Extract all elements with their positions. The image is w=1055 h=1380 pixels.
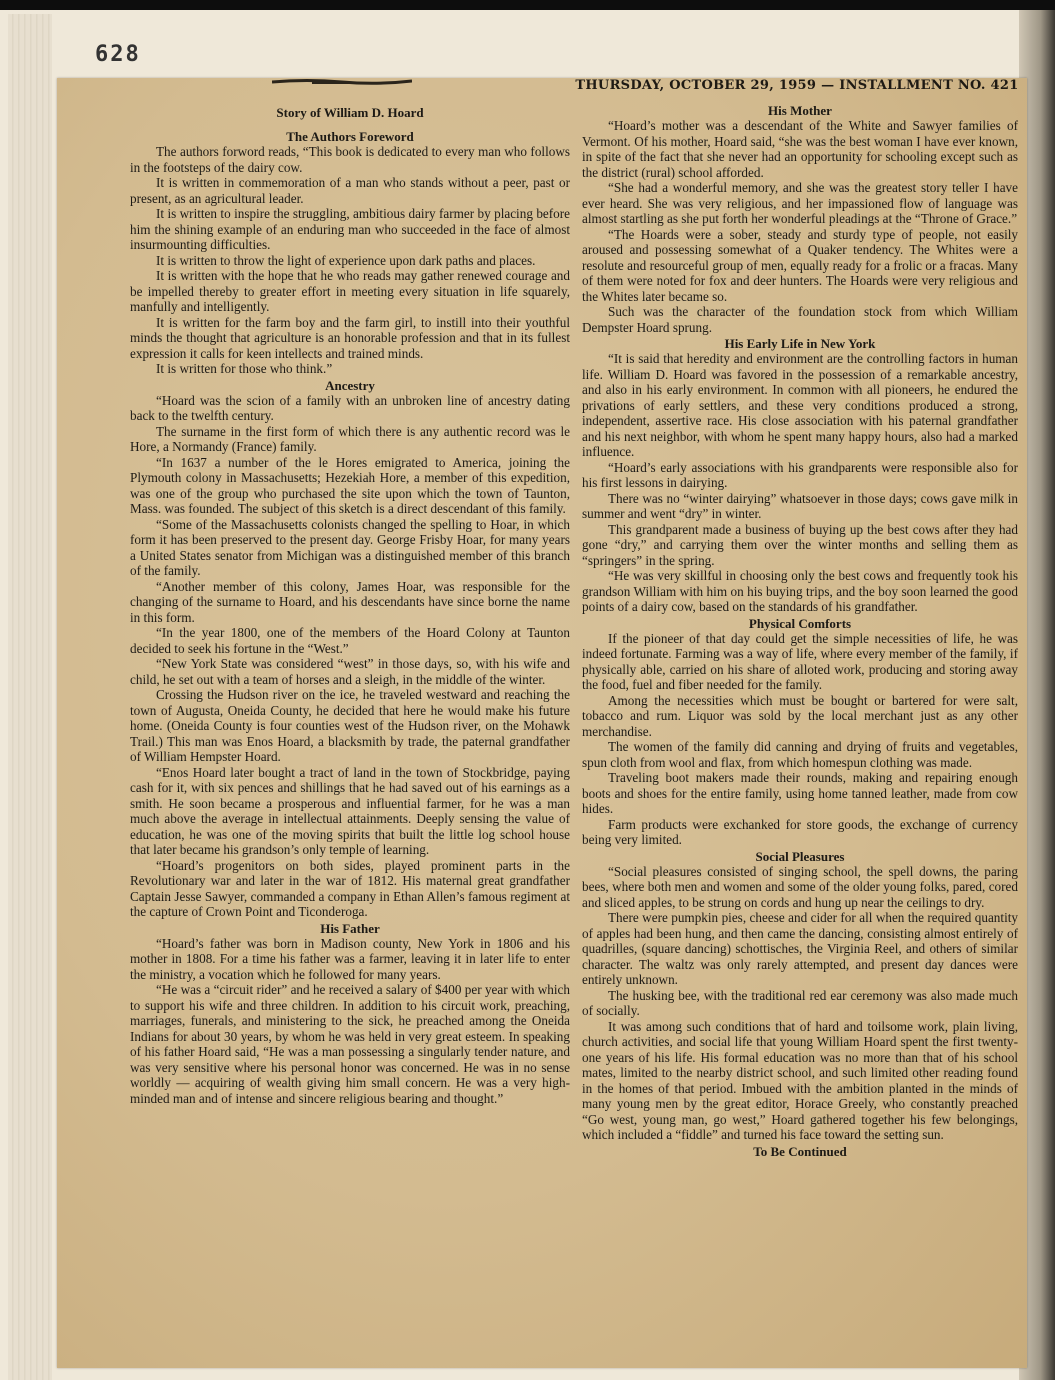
paragraph: It was among such conditions that of hard and toilsome work, plain living, church activities, and social life that young William Hoard spent the first twenty-one years of his life. His formal education was no more than that of his school mates, limited to the nearby district school, and such limited other reading found in the homes of that period. Imbued with the ambition planted in the minds of many young men by the great editor, Horace Greely, who constantly preached “Go west, young man, go west,” Hoard gathered together his few belongings, which included a “fiddle” and turned his face toward the setting sun. xyxy=(582,1018,1018,1142)
paragraph: The surname in the first form of which there is any authentic record was le Hore, a Normandy (France) family. xyxy=(130,423,570,454)
section-heading: His Father xyxy=(320,920,380,936)
paragraph: “She had a wonderful memory, and she was the greatest story teller I have ever heard. She was very religious, and her impassioned flow of language was almost startling as she put forth her wonderful pleadings at the “Throne of Grace.” xyxy=(582,180,1018,226)
paragraph: It is written for those who think.” xyxy=(156,361,333,376)
paragraph: There was no “winter dairying” whatsoever in those days; cows gave milk in summer and went “dry” in winter. xyxy=(582,490,1018,521)
page-number: 628 xyxy=(95,42,141,67)
paragraph: This grandparent made a business of buying up the best cows after they had gone “dry,” and carrying them over the winter months and selling them as “springers” in the spring. xyxy=(582,521,1018,568)
dateline: THURSDAY, OCTOBER 29, 1959 — INSTALLMENT NO. 421 xyxy=(575,78,1019,93)
newspaper-clipping xyxy=(57,78,1027,1368)
paragraph: Such was the character of the foundation stock from which William Dempster Hoard sprung. xyxy=(582,304,1018,335)
paragraph: If the pioneer of that day could get the simple necessities of life, he was indeed fortunate. Farming was a way of life, where every member of the family, if physically able, carried on his share of alloted work, producing and storing away the food, fuel and fiber needed for the family. xyxy=(582,630,1018,692)
right-column xyxy=(582,102,1018,1159)
paragraph: “Hoard was the scion of a family with an unbroken line of ancestry dating back to the twelfth century. xyxy=(130,392,570,423)
paragraph: “He was a “circuit rider” and he received a salary of $400 per year with which to support his wife and three children. In addition to his circuit work, preaching, marriages, funerals, and ministering to the sick, he preached among the Oneida Indians for about 30 years, by whom he was held in very great esteem. In speaking of his father Hoard said, “He was a man possessing a singularly tender nature, and was very sensitive where his personal honor was concerned. He was in no sense worldly — acquiring of wealth giving him small concern. He was a very high-minded man and of intense and sincere religious bearing and thought.” xyxy=(130,982,570,1106)
paragraph: It is written with the hope that he who reads may gather renewed courage and be impelled thereby to greater effort in meeting every situation in life squarely, manfully and intelligently. xyxy=(130,268,570,314)
paragraph: The husking bee, with the traditional red ear ceremony was also made much of socially. xyxy=(582,987,1018,1018)
paragraph: “Enos Hoard later bought a tract of land in the town of Stockbridge, paying cash for it, with six pences and shillings that he had saved out of his earnings as a smith. He soon became a prosperous and influential farmer, for he was a man much above the average in intellectual attainments. Deeply sensing the value of education, he was one of the moving spirits that built the little log school house that later became his grandson’s only temple of learning. xyxy=(130,764,570,857)
scanner-top-border xyxy=(0,0,1055,10)
paragraph: “Social pleasures consisted of singing school, the spell downs, the paring bees, where both men and women and some of the older young folks, pared, cored and sliced apples, to be strung on cords and hung up near the ceilings to dry. xyxy=(582,863,1018,910)
article-title: Story of William D. Hoard xyxy=(276,105,424,120)
section-heading: His Mother xyxy=(768,103,832,118)
paragraph: The women of the family did canning and drying of fruits and vegetables, spun cloth from wool and flax, from which homespun clothing was made. xyxy=(582,739,1018,770)
section-heading: Social Pleasures xyxy=(755,848,845,864)
masthead-ornament-icon xyxy=(272,78,412,86)
paragraph: “In 1637 a number of the le Hores emigrated to America, joining the Plymouth colony in Massachusetts; Hezekiah Hore, a member of this expedition, was one of the group who purchased the site upon which the town of Taunton, Mass. was founded. The subject of this sketch is a direct descendant of this family. xyxy=(130,454,570,516)
paragraph: “Hoard’s father was born in Madison county, New York in 1806 and his mother in 1808. For a time his father was a farmer, leaving it in later life to enter the ministry, a vocation which he followed for many years. xyxy=(130,935,570,982)
paragraph: Among the necessities which must be bought or bartered for were salt, tobacco and rum. Liquor was sold by the local merchant just as any other merchandise. xyxy=(582,692,1018,739)
paragraph: “Hoard’s early associations with his grandparents were responsible also for his first lessons in dairying. xyxy=(582,459,1018,490)
paragraph: “He was very skillful in choosing only the best cows and frequently took his grandson William with him on his buying trips, and the boy soon learned the good points of a dairy cow, based on the standards of his grandfather. xyxy=(582,568,1018,614)
section-heading: The Authors Foreword xyxy=(286,129,414,144)
paragraph: It is written to inspire the struggling, ambitious dairy farmer by placing before him the shining example of an enduring man who succeeded in the face of almost insurmounting difficulties. xyxy=(130,206,570,252)
to-be-continued: To Be Continued xyxy=(753,1143,847,1159)
paragraph: It is written in commemoration of a man who stands without a peer, past or present, as an agricultural leader. xyxy=(130,175,570,206)
paragraph: Farm products were exchanked for store goods, the exchange of currency being very limited. xyxy=(582,816,1018,847)
paragraph: “In the year 1800, one of the members of the Hoard Colony at Taunton decided to seek his fortune in the “West.” xyxy=(130,625,570,656)
section-heading: Physical Comforts xyxy=(748,615,852,631)
left-column xyxy=(130,105,570,1106)
paragraph: It is written to throw the light of experience upon dark paths and places. xyxy=(156,252,536,268)
left-column-body xyxy=(130,129,570,1106)
paragraph: Traveling boot makers made their rounds, making and repairing enough boots and shoes for the entire family, using home tanned leather, made from cow hides. xyxy=(582,770,1018,816)
paragraph: It is written for the farm boy and the farm girl, to instill into their youthful minds the thought that agriculture is an honorable profession and that in its fullest expression it calls for keen intellects and trained minds. xyxy=(130,314,570,361)
paragraph: “The Hoards were a sober, steady and sturdy type of people, not easily aroused and possessing somewhat of a Quaker tendency. The Whites were a resolute and resourceful group of men, equally ready for a frolic or a fracas. Many of them were noted for fox and deer hunters. The Hoards were very religious and the Whites later became so. xyxy=(582,226,1018,304)
section-heading: His Early Life in New York xyxy=(724,336,876,351)
paragraph: “Another member of this colony, James Hoar, was responsible for the changing of the surname to Hoard, and his descendants have since borne the name in this form. xyxy=(130,578,570,625)
section-heading: Ancestry xyxy=(325,377,375,393)
right-column-body xyxy=(582,103,1018,1143)
paragraph: The authors forword reads, “This book is dedicated to every man who follows in the footsteps of the dairy cow. xyxy=(130,144,570,175)
stacked-page-edges xyxy=(8,14,52,1380)
paragraph: “It is said that heredity and environment are the controlling factors in human life. William D. Hoard was favored in the possession of a remarkable ancestry, and also in his early environment. In common with all pioneers, he endured the privations of early settlers, and these very conditions produced a strong, independent, assertive race. His close association with his paternal grandfather and his next neighbor, with whom he spent many happy hours, also had a marked influence. xyxy=(582,351,1018,459)
paragraph: There were pumpkin pies, cheese and cider for all when the required quantity of apples had been hung, and then came the dancing, consisting almost entirely of quadrilles, (square dancing) schottisches, the Virginia Reel, and others of similar character. The waltz was only rarely attempted, and present day dances were entirely unknown. xyxy=(582,910,1018,987)
paragraph: Crossing the Hudson river on the ice, he traveled westward and reaching the town of Augusta, Oneida County, he decided that here he would make his future home. (Oneida County is four counties west of the Hudson river, on the Mohawk Trail.) This man was Enos Hoard, a blacksmith by trade, the paternal grandfather of William Hempster Hoard. xyxy=(130,687,570,764)
paragraph: “Hoard’s progenitors on both sides, played prominent parts in the Revolutionary war and later in the war of 1812. His maternal great grandfather Captain Jesse Sawyer, commanded a company in Ethan Allen’s famous regiment at the capture of Crown Point and Ticonderoga. xyxy=(130,857,570,919)
paragraph: “Hoard’s mother was a descendant of the White and Sawyer families of Vermont. Of his mother, Hoard said, “she was the best woman I have ever known, in spite of the fact that she never had an opportunity for schooling except such as the district (rural) school afforded. xyxy=(582,118,1018,180)
paragraph: “Some of the Massachusetts colonists changed the spelling to Hoar, in which form it has been preserved to the present day. George Frisby Hoar, for many years a United States senator from Michigan was a distinguished member of this branch of the family. xyxy=(130,516,570,578)
paragraph: “New York State was considered “west” in those days, so, with his wife and child, he set out with a team of horses and a sleigh, in the middle of the winter. xyxy=(130,656,570,687)
